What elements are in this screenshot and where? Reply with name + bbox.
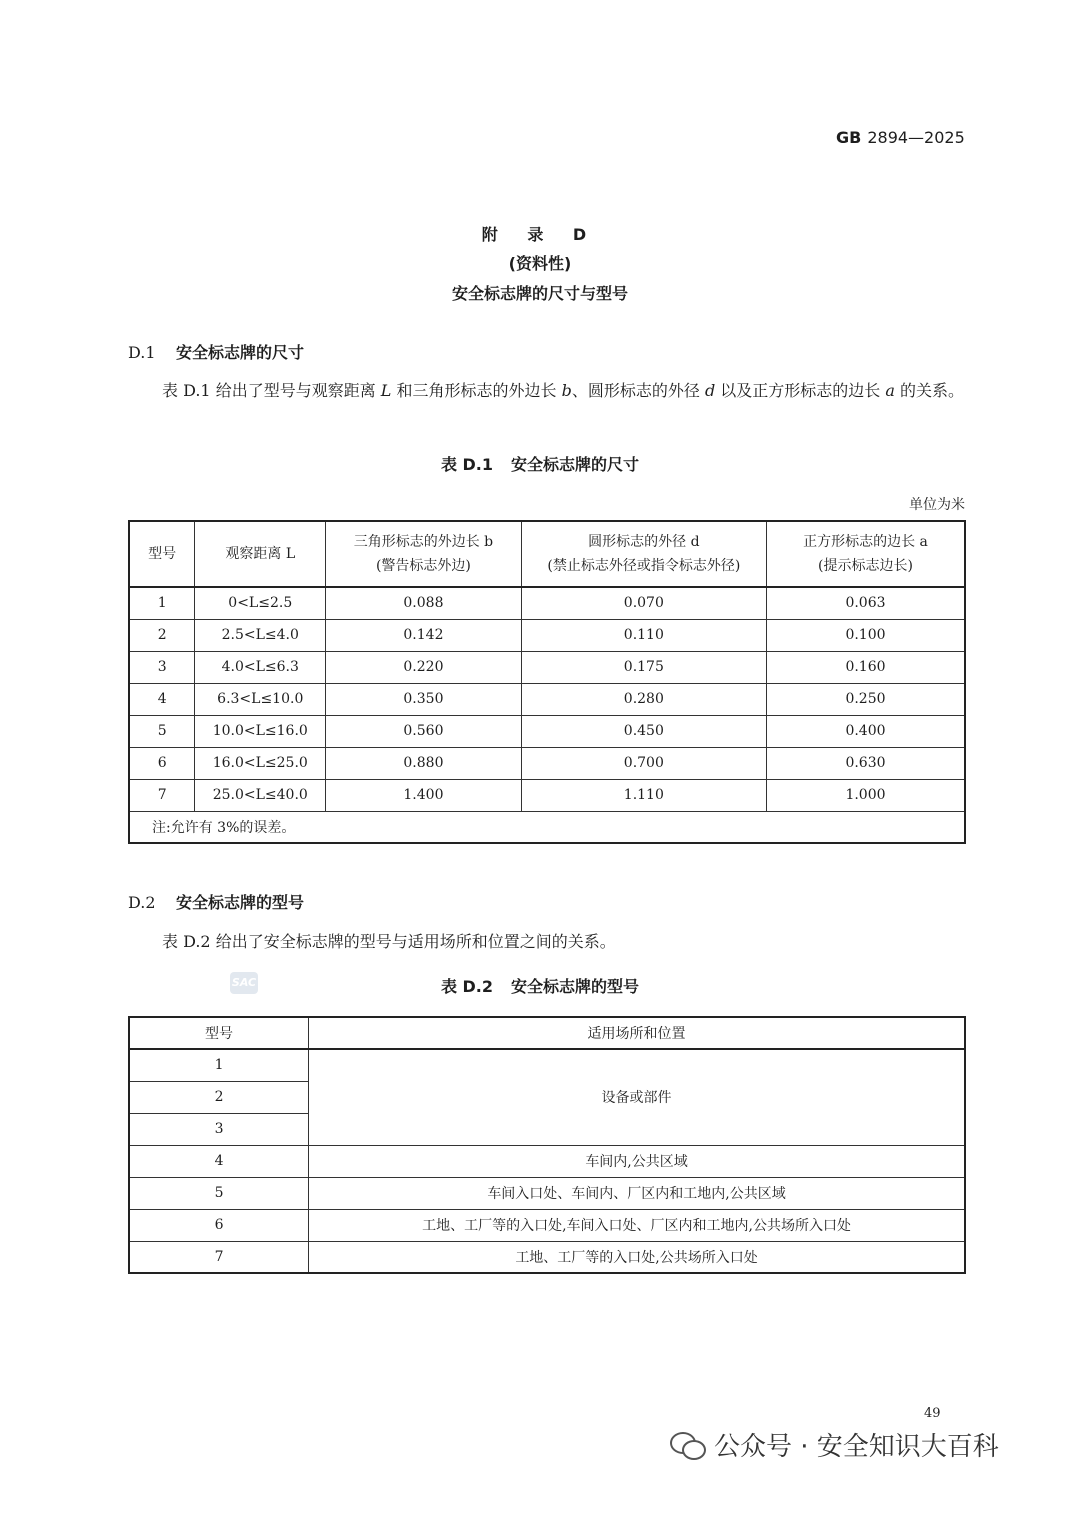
cell-type: 4 [129, 1145, 309, 1177]
cell-triangle: 0.880 [326, 747, 521, 779]
section-number: D.2 [128, 893, 156, 912]
cell-square: 0.630 [767, 747, 966, 779]
cell-circle: 1.110 [521, 779, 766, 811]
unit-label: 单位为米 [909, 497, 965, 513]
cell-triangle: 1.400 [326, 779, 521, 811]
cell-distance: 0<L≤2.5 [195, 587, 326, 619]
footer-attribution [670, 1426, 999, 1463]
appendix-label: 附 录 D [481, 225, 599, 244]
standard-prefix: GB [836, 128, 862, 147]
cell-type: 6 [129, 1209, 309, 1241]
table-row [129, 1209, 965, 1241]
table-row [129, 715, 965, 747]
table-note: 注:允许有 3%的误差。 [129, 811, 965, 843]
paragraph-text: 的关系。 [894, 381, 965, 400]
paragraph-text: 以及正方形标志的边长 [715, 381, 886, 400]
cell-place: 车间内,公共区域 [309, 1145, 965, 1177]
cell-distance: 16.0<L≤25.0 [195, 747, 326, 779]
table-row [129, 683, 965, 715]
cell-distance: 4.0<L≤6.3 [195, 651, 326, 683]
header-line: 正方形标志的边长 a [803, 534, 928, 550]
table-row [129, 747, 965, 779]
header-line: (提示标志边长) [818, 558, 913, 574]
cell-triangle: 0.142 [326, 619, 521, 651]
cell-circle: 0.700 [521, 747, 766, 779]
header-square [767, 521, 966, 587]
appendix-nature: (资料性) [508, 254, 572, 273]
cell-square: 0.250 [767, 683, 966, 715]
header-line: 圆形标志的外径 d [588, 534, 700, 550]
header-line: (警告标志外边) [375, 558, 471, 574]
table-row [129, 1145, 965, 1177]
standard-number [836, 128, 965, 147]
section-number: D.1 [128, 343, 156, 362]
cell-type: 7 [129, 779, 195, 811]
cell-square: 0.063 [767, 587, 966, 619]
cell-distance: 10.0<L≤16.0 [195, 715, 326, 747]
table-d1-caption [0, 452, 1080, 475]
table-row [129, 1177, 965, 1209]
cell-type: 3 [129, 651, 195, 683]
cell-type: 4 [129, 683, 195, 715]
header-type: 型号 [129, 1017, 309, 1049]
cell-type: 2 [129, 619, 195, 651]
cell-place: 工地、工厂等的入口处,公共场所入口处 [309, 1241, 965, 1273]
caption-title: 安全标志牌的型号 [511, 977, 640, 996]
cell-distance: 25.0<L≤40.0 [195, 779, 326, 811]
footer-text: 公众号 · 安全知识大百科 [714, 1432, 999, 1462]
caption-number: 表 D.2 [440, 977, 494, 996]
cell-place: 车间入口处、车间内、厂区内和工地内,公共区域 [309, 1177, 965, 1209]
table-row [129, 587, 965, 619]
cell-type: 1 [129, 1049, 309, 1081]
cell-type: 7 [129, 1241, 309, 1273]
cell-circle: 0.070 [521, 587, 766, 619]
section-heading-d2 [128, 890, 304, 913]
paragraph-text: 、圆形标志的外径 [571, 381, 705, 400]
header-type: 型号 [129, 521, 195, 587]
header-circle [521, 521, 766, 587]
section-d2-paragraph: 表 D.2 给出了安全标志牌的型号与适用场所和位置之间的关系。 [162, 932, 616, 951]
header-line: 三角形标志的外边长 b [353, 534, 494, 550]
table-note-row [129, 811, 965, 843]
table-row [129, 1049, 965, 1081]
symbol-b: b [561, 381, 572, 400]
header-line: (禁止标志外径或指令标志外径) [547, 558, 741, 574]
caption-title: 安全标志牌的尺寸 [511, 455, 640, 474]
symbol-L: L [380, 381, 392, 400]
paragraph-text: 和三角形标志的外边长 [391, 381, 562, 400]
cell-place: 设备或部件 [309, 1049, 965, 1145]
cell-circle: 0.450 [521, 715, 766, 747]
paragraph-text: 表 D.1 给出了型号与观察距离 [162, 381, 381, 400]
section-heading-d1 [128, 340, 304, 363]
sac-watermark-logo: SAC [230, 972, 258, 994]
cell-distance: 6.3<L≤10.0 [195, 683, 326, 715]
cell-distance: 2.5<L≤4.0 [195, 619, 326, 651]
cell-type: 5 [129, 715, 195, 747]
cell-place: 工地、工厂等的入口处,车间入口处、厂区内和工地内,公共场所入口处 [309, 1209, 965, 1241]
cell-square: 0.100 [767, 619, 966, 651]
appendix-title: 安全标志牌的尺寸与型号 [451, 284, 628, 303]
size-table [128, 520, 966, 844]
caption-number: 表 D.1 [440, 455, 494, 474]
cell-type: 2 [129, 1081, 309, 1113]
symbol-d: d [704, 381, 716, 400]
header-distance: 观察距离 L [195, 521, 326, 587]
table-row [129, 651, 965, 683]
table-header-row [129, 521, 965, 587]
header-triangle [326, 521, 521, 587]
table-row [129, 619, 965, 651]
section-d1-paragraph [128, 376, 968, 405]
cell-circle: 0.110 [521, 619, 766, 651]
table-row [129, 779, 965, 811]
section-title: 安全标志牌的尺寸 [176, 343, 305, 362]
cell-square: 1.000 [767, 779, 966, 811]
header-place: 适用场所和位置 [309, 1017, 965, 1049]
section-title: 安全标志牌的型号 [176, 893, 305, 912]
cell-type: 1 [129, 587, 195, 619]
cell-square: 0.400 [767, 715, 966, 747]
cell-triangle: 0.560 [326, 715, 521, 747]
cell-type: 3 [129, 1113, 309, 1145]
page-number: 49 [924, 1406, 941, 1421]
type-table [128, 1016, 966, 1274]
cell-circle: 0.175 [521, 651, 766, 683]
table-d2-caption [0, 974, 1080, 997]
cell-circle: 0.280 [521, 683, 766, 715]
cell-triangle: 0.350 [326, 683, 521, 715]
wechat-icon [670, 1430, 706, 1460]
table-row [129, 1241, 965, 1273]
table-header-row [129, 1017, 965, 1049]
cell-type: 6 [129, 747, 195, 779]
symbol-a: a [885, 381, 895, 400]
cell-square: 0.160 [767, 651, 966, 683]
cell-triangle: 0.088 [326, 587, 521, 619]
cell-type: 5 [129, 1177, 309, 1209]
cell-triangle: 0.220 [326, 651, 521, 683]
standard-code: 2894—2025 [867, 128, 965, 147]
